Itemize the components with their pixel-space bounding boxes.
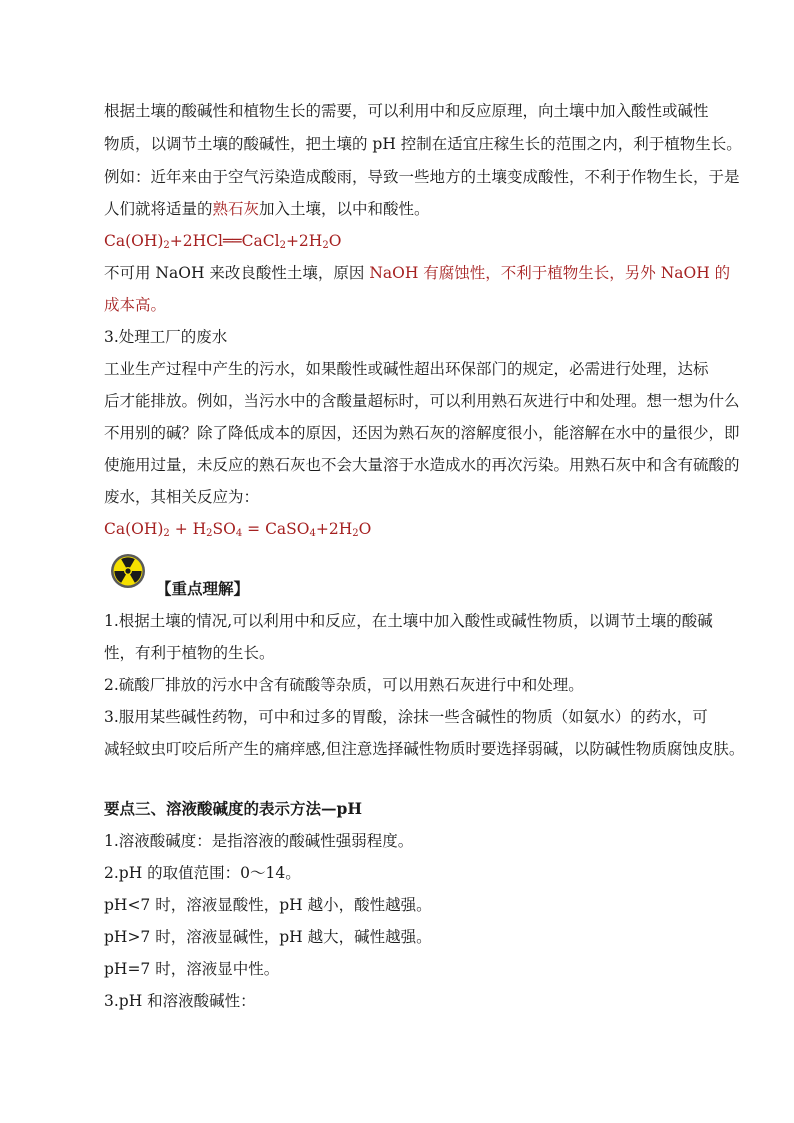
eq-subscript: 2 [206, 528, 213, 539]
ph-point: pH>7 时，溶液显碱性，pH 越大，碱性越强。 [104, 928, 432, 946]
paragraph-line: 例如：近年来由于空气污染造成酸雨，导致一些地方的土壤变成酸性，不利于作物生长，于是 [104, 168, 740, 186]
paragraph-line [104, 262, 730, 284]
chemical-equation [104, 230, 341, 257]
text-span: 不可用 NaOH 来改良酸性土壤，原因 [104, 264, 370, 282]
eq-part: +2H [315, 520, 353, 538]
ph-point: 2.pH 的取值范围：0～14。 [104, 864, 301, 882]
eq-part: O [358, 520, 372, 538]
eq-subscript: 2 [352, 528, 359, 539]
ph-point: 1.溶液酸碱度：是指溶液的酸碱性强弱程度。 [104, 832, 414, 850]
eq-part: O [328, 232, 342, 250]
eq-subscript: 2 [163, 528, 170, 539]
ph-point: pH<7 时，溶液显酸性，pH 越小，酸性越强。 [104, 896, 432, 914]
eq-part: + H [169, 520, 207, 538]
ph-point: 3.pH 和溶液酸碱性： [104, 992, 256, 1010]
eq-subscript: 2 [279, 240, 286, 251]
eq-subscript: 4 [309, 528, 316, 539]
key-point: 减轻蚊虫叮咬后所产生的痛痒感,但注意选择碱性物质时要选择弱碱，以防碱性物质腐蚀皮肤。 [104, 740, 745, 758]
eq-subscript: 4 [235, 528, 243, 539]
eq-part: SO [212, 520, 236, 538]
eq-subscript: 2 [322, 240, 329, 251]
paragraph-line [104, 198, 430, 220]
paragraph-line: 不用别的碱？除了降低成本的原因，还因为熟石灰的溶解度很小，能溶解在水中的量很少，即 [104, 424, 740, 442]
radiation-icon [110, 553, 146, 589]
eq-part: Ca(OH) [104, 520, 164, 538]
paragraph-line: 根据土壤的酸碱性和植物生长的需要，可以利用中和反应原理，向土壤中加入酸性或碱性 [104, 102, 709, 120]
paragraph-line: 废水，其相关反应为： [104, 488, 260, 506]
text-span: 人们就将适量的 [104, 200, 213, 218]
section-heading: 要点三、溶液酸碱度的表示方法—pH [104, 799, 362, 818]
eq-part: +2HCl══CaCl [169, 232, 280, 250]
section-heading: 3.处理工厂的废水 [104, 328, 228, 346]
key-point: 性，有利于植物的生长。 [104, 644, 275, 662]
key-point: 2.硫酸厂排放的污水中含有硫酸等杂质，可以用熟石灰进行中和处理。 [104, 676, 584, 694]
chemical-equation [104, 518, 371, 545]
key-point: 1.根据土壤的情况,可以利用中和反应，在土壤中加入酸性或碱性物质，以调节土壤的酸碱 [104, 612, 713, 630]
paragraph-line: 后才能排放。例如，当污水中的含酸量超标时，可以利用熟石灰进行中和处理。想一想为什么 [104, 392, 740, 410]
ph-point: pH=7 时，溶液显中性。 [104, 960, 280, 978]
eq-part: = CaSO [242, 520, 310, 538]
key-points-title: 【重点理解】 [156, 579, 250, 598]
paragraph-line: 物质，以调节土壤的酸碱性，把土壤的 pH 控制在适宜庄稼生长的范围之内，利于植物生长。 [104, 135, 742, 153]
paragraph-line: 使施用过量，未反应的熟石灰也不会大量溶于水造成水的再次污染。用熟石灰中和含有硫酸的 [104, 456, 740, 474]
eq-part: +2H [285, 232, 323, 250]
highlight-reason: 成本高。 [104, 296, 167, 314]
eq-subscript: 2 [163, 240, 170, 251]
key-point: 3.服用某些碱性药物，可中和过多的胃酸，涂抹一些含碱性的物质（如氨水）的药水，可 [104, 708, 708, 726]
highlight-reason: NaOH 有腐蚀性，不利于植物生长，另外 NaOH 的 [369, 264, 731, 282]
text-span: 加入土壤，以中和酸性。 [259, 200, 430, 218]
paragraph-line: 工业生产过程中产生的污水，如果酸性或碱性超出环保部门的规定，必需进行处理，达标 [104, 360, 709, 378]
highlight-term: 熟石灰 [212, 200, 260, 218]
eq-part: Ca(OH) [104, 232, 164, 250]
